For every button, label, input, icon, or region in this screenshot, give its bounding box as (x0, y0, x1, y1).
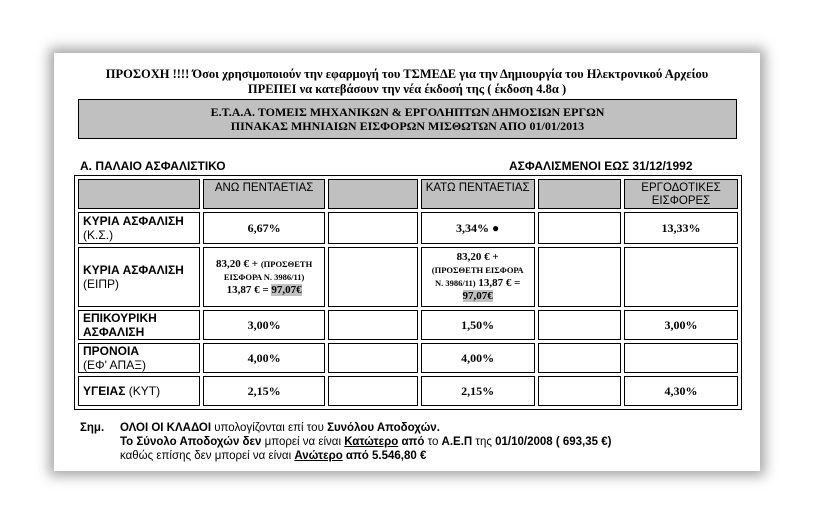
warning-notice (54, 67, 760, 97)
cell-over-five: 4,00% (203, 343, 325, 373)
cell-employer: 3,00% (624, 310, 738, 340)
row-label-text: ΕΠΙΚΟΥΡΙΚΗ (83, 311, 157, 325)
footnote-text: το (424, 436, 442, 448)
row-label-sub: (ΕΙΠΡ) (83, 277, 119, 291)
row-label (78, 376, 200, 406)
row-label-text: ΥΓΕΙΑΣ (83, 384, 126, 398)
row-label-text: ΠΡΟΝΟΙΑ (83, 344, 140, 358)
row-label-sub: (Κ.Σ.) (83, 228, 114, 242)
cell-total-highlight: 97,07€ (462, 290, 493, 302)
footnote-line-1 (80, 421, 750, 435)
cell-text: 83,20 € + (216, 257, 261, 270)
cell-empty (538, 212, 621, 244)
footnote-text: της (472, 436, 496, 448)
row-label-text: ΚΥΡΙΑ ΑΣΦΑΛΙΣΗ (83, 263, 184, 277)
cell-text: 83,20 € + (456, 251, 499, 263)
cell-employer: 13,33% (624, 212, 738, 244)
cell-over-five: 2,15% (203, 376, 325, 406)
cell-under-five: 2,15% (421, 376, 535, 406)
row-provident (78, 343, 738, 373)
row-label-sub: (ΕΦ' ΑΠΑΞ) (83, 358, 147, 372)
cell-under-five: 3,34% ● (421, 212, 535, 244)
contributions-table (74, 175, 742, 410)
footnote-text: 01/10/2008 ( 693,35 €) (495, 436, 612, 448)
footnote-text: από 5.546,80 € (342, 450, 427, 462)
document-page (54, 53, 760, 471)
cell-empty (538, 376, 621, 406)
footnote-text: υπολογίζονται επί του (211, 422, 328, 434)
title-line-2: ΠΙΝΑΚΑΣ ΜΗΝΙΑΙΩΝ ΕΙΣΦΟΡΩΝ ΜΙΣΘΩΤΩΝ ΑΠΟ 01/01/2013 (230, 119, 585, 133)
header-row (78, 179, 738, 209)
row-label-text: ΚΥΡΙΑ ΑΣΦΑΛΙΣΗ (83, 214, 184, 228)
footnote-text: καθώς επίσης δεν μπορεί να είναι (120, 450, 295, 462)
cell-text: (ΠΡΟΣΘΕΤΗ ΕΙΣΦΟΡΑ (431, 265, 524, 275)
cell-text: Ν. 3986/11) (434, 278, 476, 288)
cell-empty (328, 310, 418, 340)
warning-line-2: ΠΡΕΠΕΙ να κατεβάσουν την νέα έκδοσή της ( έκδοση 4.8α ) (247, 82, 567, 96)
cell-text: 13,87 € = (226, 283, 272, 296)
footnote-text: Συνόλου Αποδοχών. (327, 422, 440, 434)
cell-over-five (203, 247, 325, 307)
footnote-text: Α.Ε.Π (441, 436, 473, 448)
section-insured-until: ΑΣΦΑΛΙΣΜΕΝΟΙ ΕΩΣ 31/12/1992 (509, 159, 693, 173)
footnote-text: Το Σύνολο Αποδοχών δεν (120, 436, 262, 448)
footnote-text: από (398, 436, 425, 448)
footnote-label: Σημ. (80, 422, 105, 434)
footnote-line-2 (80, 435, 750, 449)
cell-under-five (421, 247, 535, 307)
cell-employer (624, 247, 738, 307)
cell-over-five: 3,00% (203, 310, 325, 340)
cell-empty (328, 376, 418, 406)
cell-over-five: 6,67% (203, 212, 325, 244)
cell-under-five: 1,50% (421, 310, 535, 340)
cell-text: ΕΙΣΦΟΡΑ Ν. 3986/11) (223, 271, 305, 282)
cell-total-highlight: 97,07€ (271, 283, 302, 296)
title-line-1: Ε.Τ.Α.Α. ΤΟΜΕΙΣ ΜΗΧΑΝΙΚΩΝ & ΕΡΓΟΛΗΠΤΩΝ ΔΗΜΟΣΙΩΝ ΕΡΓΩΝ (210, 105, 605, 119)
footnote-text: Κατώτερο (344, 436, 399, 448)
footnote (80, 421, 750, 463)
row-label (78, 343, 200, 373)
row-health (78, 376, 738, 406)
cell-empty (328, 247, 418, 307)
header-empty (78, 179, 200, 209)
cell-empty (328, 212, 418, 244)
footnote-text: ΟΛΟΙ ΟΙ ΚΛΑΔΟΙ (120, 422, 212, 434)
header-empty (328, 179, 418, 209)
cell-empty (538, 343, 621, 373)
cell-under-five: 4,00% (421, 343, 535, 373)
header-employer-contributions: ΕΡΓΟΔΟΤΙΚΕΣ ΕΙΣΦΟΡΕΣ (624, 179, 738, 209)
header-empty (538, 179, 621, 209)
row-supplementary-insurance (78, 310, 738, 340)
row-label (78, 212, 200, 244)
row-main-insurance-ks (78, 212, 738, 244)
row-label (78, 247, 200, 307)
cell-text: 13,87 € = (475, 277, 521, 289)
cell-employer (624, 343, 738, 373)
header-under-five-years: ΚΑΤΩ ΠΕΝΤΑΕΤΙΑΣ (421, 179, 535, 209)
section-title: Α. ΠΑΛΑΙΟ ΑΣΦΑΛΙΣΤΙΚΟ (80, 159, 226, 173)
cell-text: (ΠΡΟΣΘΕΤΗ (260, 258, 313, 269)
cell-empty (538, 247, 621, 307)
row-main-insurance-eipr (78, 247, 738, 307)
header-over-five-years: ΑΝΩ ΠΕΝΤΑΕΤΙΑΣ (203, 179, 325, 209)
footnote-text: Ανώτερο (294, 450, 343, 462)
cell-empty (328, 343, 418, 373)
footnote-text: μπορεί να είναι (261, 436, 345, 448)
row-label-text: ΑΣΦΑΛΙΣΗ (83, 325, 145, 339)
row-label-sub: (ΚΥΤ) (125, 384, 161, 398)
warning-line-1: ΠΡΟΣΟΧΗ !!!! Όσοι χρησιμοποιούν την εφαρμογή του ΤΣΜΕΔΕ για την Δημιουργία του Ηλεκτρονικού Αρχείου (105, 67, 709, 81)
cell-empty (538, 310, 621, 340)
cell-employer: 4,30% (624, 376, 738, 406)
table-title-box (78, 99, 737, 139)
row-label (78, 310, 200, 340)
footnote-line-3 (80, 449, 750, 463)
